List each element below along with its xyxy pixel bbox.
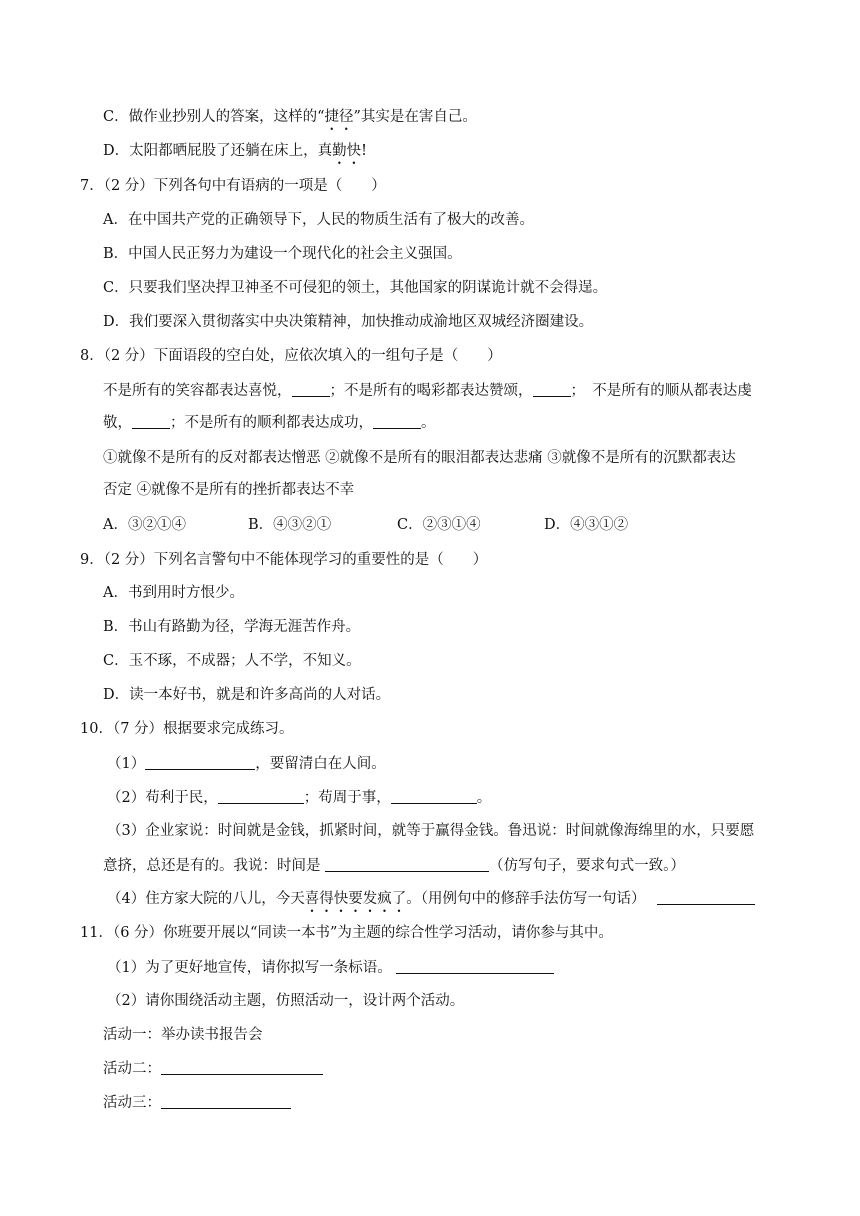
q8-sentences-line-1: ①就像不是所有的反对都表达憎恶 ②就像不是所有的眼泪都表达悲痛 ③就像不是所有的沉默都表达 xyxy=(103,450,736,466)
q11-activity-2: 活动二： xyxy=(103,1058,323,1079)
q10-sub-4: （4）住方家大院的八儿，今天喜得快要发疯了。（用例句中的修辞手法仿写一句话） xyxy=(107,888,755,909)
emphasis-dot-char: 快 xyxy=(333,891,349,907)
emphasis-dot-char: 径 xyxy=(339,109,354,125)
q11-sub-2: （2）请你围绕活动主题，仿照活动一，设计两个活动。 xyxy=(107,993,465,1009)
q11-sub-1: （1）为了更好地宣传，请你拟写一条标语。 xyxy=(107,957,554,978)
emphasis-dot-char: 发 xyxy=(362,891,378,907)
q9-option-a: A．书到用时方恨少。 xyxy=(103,585,244,601)
q7-option-c: C．只要我们坚决捍卫神圣不可侵犯的领土，其他国家的阴谋诡计就不会得逞。 xyxy=(103,280,608,296)
q11-activity-1: 活动一：举办读书报告会 xyxy=(103,1027,263,1043)
q6-option-c: C．做作业抄别人的答案，这样的“捷径”其实是在害自己。 xyxy=(103,109,477,125)
q10-sub-2: （2）苟利于民， ；苟周于事， 。 xyxy=(107,787,491,808)
emphasis-dot-char: 要 xyxy=(348,891,363,907)
q6-option-d: D．太阳都晒屁股了还躺在床上，真勤快! xyxy=(103,143,367,159)
q8-option-b: B．④③②① xyxy=(248,517,332,533)
emphasis-dot-char: 捷 xyxy=(324,109,340,125)
q10-sub-1: （1） ，要留清白在人间。 xyxy=(107,753,386,774)
q7-stem: 7．（2 分）下列各句中有语病的一项是（ ） xyxy=(80,178,386,194)
q8-stem: 8．（2 分）下面语段的空白处，应依次填入的一组句子是（ ） xyxy=(80,348,502,364)
q9-option-d: D．读一本好书，就是和许多高尚的人对话。 xyxy=(103,687,391,703)
emphasis-dot-char: 疯 xyxy=(377,891,392,907)
q8-passage-line-2: 敬， ；不是所有的顺利都表达成功， 。 xyxy=(103,412,436,433)
q10-sub-3-line-2: 意挤，总还是有的。我说：时间是 （仿写句子，要求句式一致。） xyxy=(103,855,685,876)
q8-option-a: A．③②①④ xyxy=(103,517,186,533)
q10-sub-3-line-1: （3）企业家说：时间就是金钱，抓紧时间，就等于赢得金钱。鲁迅说：时间就像海绵里的水，只要愿 xyxy=(107,823,755,839)
emphasis-dot-char: 喜 xyxy=(304,891,320,907)
q7-option-a: A．在中国共产党的正确领导下，人民的物质生活有了极大的改善。 xyxy=(103,212,534,228)
q8-option-c: C．②③①④ xyxy=(397,517,481,533)
q7-option-b: B．中国人民正努力为建设一个现代化的社会主义强国。 xyxy=(103,246,462,262)
q11-stem: 11．（6 分）你班要开展以“同读一本书”为主题的综合性学习活动，请你参与其中。 xyxy=(80,925,613,941)
q9-option-b: B．书山有路勤为径，学海无涯苦作舟。 xyxy=(103,619,361,635)
q8-passage-line-1: 不是所有的笑容都表达喜悦， ；不是所有的喝彩都表达赞颂， ； 不是所有的顺从都表达虔 xyxy=(103,380,752,401)
emphasis-dot-char: 了 xyxy=(391,891,407,907)
emphasis-dot-char: 勤 xyxy=(332,143,347,159)
q9-option-c: C．玉不琢，不成器；人不学，不知义。 xyxy=(103,653,361,669)
emphasis-dot-char: 快 xyxy=(346,143,362,159)
answer-blank xyxy=(657,888,755,905)
q8-option-d: D．④③①② xyxy=(544,517,629,533)
emphasis-dot-char: 得 xyxy=(319,891,334,907)
q11-activity-3: 活动三： xyxy=(103,1092,291,1113)
q9-stem: 9．（2 分）下列名言警句中不能体现学习的重要性的是（ ） xyxy=(80,552,488,568)
q7-option-d: D．我们要深入贯彻落实中央决策精神，加快推动成渝地区双城经济圈建设。 xyxy=(103,314,594,330)
q8-sentences-line-2: 否定 ④就像不是所有的挫折都表达不幸 xyxy=(103,482,355,498)
q10-stem: 10．（7 分）根据要求完成练习。 xyxy=(80,721,294,737)
